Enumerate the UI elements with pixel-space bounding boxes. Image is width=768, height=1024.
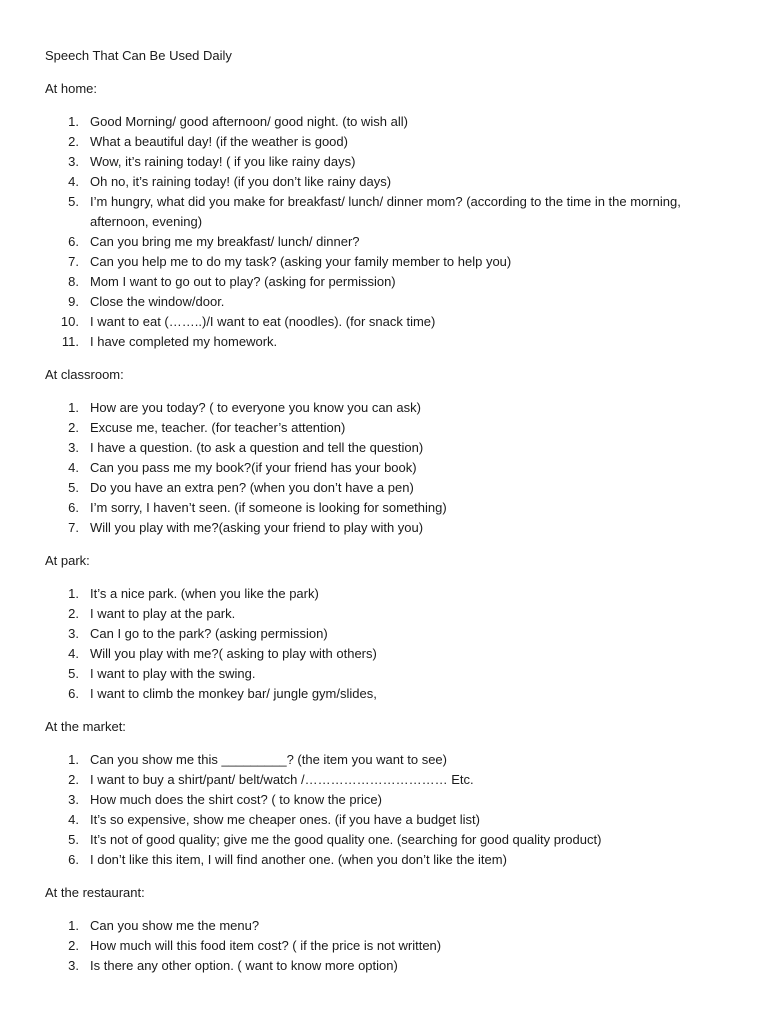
list-item-number: 3. xyxy=(68,792,79,807)
list-item xyxy=(45,418,745,438)
list-item xyxy=(45,850,745,870)
list-item-number: 7. xyxy=(68,254,79,269)
numbered-list xyxy=(45,916,745,976)
list-item xyxy=(45,830,745,850)
list-item-number: 2. xyxy=(68,938,79,953)
list-item xyxy=(45,112,745,132)
document-title: Speech That Can Be Used Daily xyxy=(45,48,232,63)
list-item-text: I want to play at the park. xyxy=(90,606,236,621)
list-item-text: Mom I want to go out to play? (asking for permission) xyxy=(90,274,396,289)
list-item-text: Do you have an extra pen? (when you don’t have a pen) xyxy=(90,480,414,495)
list-item xyxy=(45,750,745,770)
list-item xyxy=(45,272,745,292)
list-item-number: 9. xyxy=(68,294,79,309)
list-item-text: Excuse me, teacher. (for teacher’s attention) xyxy=(90,420,346,435)
list-item-number: 4. xyxy=(68,460,79,475)
list-item xyxy=(45,604,745,624)
list-item-text: It’s a nice park. (when you like the park) xyxy=(90,586,319,601)
list-item-number: 10. xyxy=(60,314,79,329)
list-item-text: Can you show me this _________? (the item you want to see) xyxy=(90,752,447,767)
list-item xyxy=(45,584,745,604)
list-item xyxy=(45,152,745,172)
list-item xyxy=(45,518,745,538)
list-item xyxy=(45,916,745,936)
section-heading: At park: xyxy=(45,553,90,568)
list-item-text: I’m hungry, what did you make for breakfast/ lunch/ dinner mom? (according to the time in the morning, afternoon, evening) xyxy=(90,194,681,229)
numbered-list xyxy=(45,584,745,704)
list-item-number: 5. xyxy=(68,666,79,681)
list-item-text: Is there any other option. ( want to know more option) xyxy=(90,958,398,973)
list-item-text: How are you today? ( to everyone you know you can ask) xyxy=(90,400,421,415)
list-item-text: What a beautiful day! (if the weather is good) xyxy=(90,134,348,149)
list-item-number: 4. xyxy=(68,174,79,189)
list-item-number: 2. xyxy=(68,772,79,787)
list-item xyxy=(45,810,745,830)
list-item xyxy=(45,478,745,498)
numbered-list xyxy=(45,112,745,352)
list-item-number: 1. xyxy=(68,400,79,415)
document-page xyxy=(45,46,745,989)
list-item xyxy=(45,332,745,352)
list-item-text: How much does the shirt cost? ( to know the price) xyxy=(90,792,382,807)
list-item xyxy=(45,398,745,418)
list-item-text: Good Morning/ good afternoon/ good night. (to wish all) xyxy=(90,114,408,129)
list-item-text: Can you help me to do my task? (asking your family member to help you) xyxy=(90,254,512,269)
list-item-text: Can I go to the park? (asking permission) xyxy=(90,626,328,641)
list-item xyxy=(45,252,745,272)
list-item xyxy=(45,458,745,478)
list-item xyxy=(45,644,745,664)
list-item-number: 5. xyxy=(68,832,79,847)
numbered-list xyxy=(45,750,745,870)
section-heading: At the market: xyxy=(45,719,126,734)
list-item xyxy=(45,172,745,192)
list-item-text: I’m sorry, I haven’t seen. (if someone is looking for something) xyxy=(90,500,447,515)
list-item-number: 3. xyxy=(68,958,79,973)
list-item-number: 1. xyxy=(68,918,79,933)
list-item-text: It’s so expensive, show me cheaper ones. (if you have a budget list) xyxy=(90,812,480,827)
section-heading: At the restaurant: xyxy=(45,885,145,900)
list-item-text: I want to buy a shirt/pant/ belt/watch /…………………………… Etc. xyxy=(90,772,474,787)
list-item-number: 1. xyxy=(68,752,79,767)
list-item xyxy=(45,192,745,232)
list-item-number: 6. xyxy=(68,686,79,701)
section-heading: At home: xyxy=(45,81,98,96)
section-heading: At classroom: xyxy=(45,367,124,382)
list-item-number: 1. xyxy=(68,586,79,601)
list-item-number: 3. xyxy=(68,626,79,641)
list-item-number: 5. xyxy=(68,480,79,495)
list-item xyxy=(45,770,745,790)
list-item-text: How much will this food item cost? ( if the price is not written) xyxy=(90,938,442,953)
list-item-number: 4. xyxy=(68,646,79,661)
list-item-text: It’s not of good quality; give me the good quality one. (searching for good quality product) xyxy=(90,832,602,847)
list-item-number: 5. xyxy=(68,194,79,209)
list-item xyxy=(45,624,745,644)
list-item-number: 3. xyxy=(68,440,79,455)
list-item-text: Will you play with me?(asking your friend to play with you) xyxy=(90,520,424,535)
list-item-number: 11. xyxy=(61,334,79,349)
list-item xyxy=(45,664,745,684)
list-item-text: Wow, it’s raining today! ( if you like rainy days) xyxy=(90,154,356,169)
document-sections xyxy=(45,79,745,976)
list-item xyxy=(45,232,745,252)
list-item xyxy=(45,438,745,458)
list-item-text: Can you bring me my breakfast/ lunch/ dinner? xyxy=(90,234,360,249)
list-item-text: I don’t like this item, I will find another one. (when you don’t like the item) xyxy=(90,852,507,867)
list-item-number: 4. xyxy=(68,812,79,827)
list-item xyxy=(45,132,745,152)
list-item xyxy=(45,790,745,810)
list-item-text: Can you show me the menu? xyxy=(90,918,260,933)
list-item-number: 2. xyxy=(68,134,79,149)
list-item-text: Oh no, it’s raining today! (if you don’t like rainy days) xyxy=(90,174,392,189)
list-item-number: 2. xyxy=(68,420,79,435)
list-item-text: Close the window/door. xyxy=(90,294,225,309)
list-item-text: I have completed my homework. xyxy=(90,334,278,349)
list-item-number: 6. xyxy=(68,234,79,249)
numbered-list xyxy=(45,398,745,538)
list-item-text: I have a question. (to ask a question and tell the question) xyxy=(90,440,424,455)
list-item xyxy=(45,292,745,312)
list-item-number: 7. xyxy=(68,520,79,535)
list-item-number: 1. xyxy=(68,114,79,129)
list-item xyxy=(45,684,745,704)
list-item-number: 2. xyxy=(68,606,79,621)
list-item-text: I want to climb the monkey bar/ jungle gym/slides, xyxy=(90,686,377,701)
list-item-text: Can you pass me my book?(if your friend has your book) xyxy=(90,460,417,475)
list-item xyxy=(45,312,745,332)
list-item-number: 6. xyxy=(68,852,79,867)
list-item-text: I want to play with the swing. xyxy=(90,666,256,681)
list-item-text: I want to eat (……..)/I want to eat (noodles). (for snack time) xyxy=(90,314,436,329)
list-item-text: Will you play with me?( asking to play with others) xyxy=(90,646,377,661)
list-item-number: 3. xyxy=(68,154,79,169)
list-item xyxy=(45,956,745,976)
list-item xyxy=(45,936,745,956)
list-item xyxy=(45,498,745,518)
list-item-number: 6. xyxy=(68,500,79,515)
list-item-number: 8. xyxy=(68,274,79,289)
